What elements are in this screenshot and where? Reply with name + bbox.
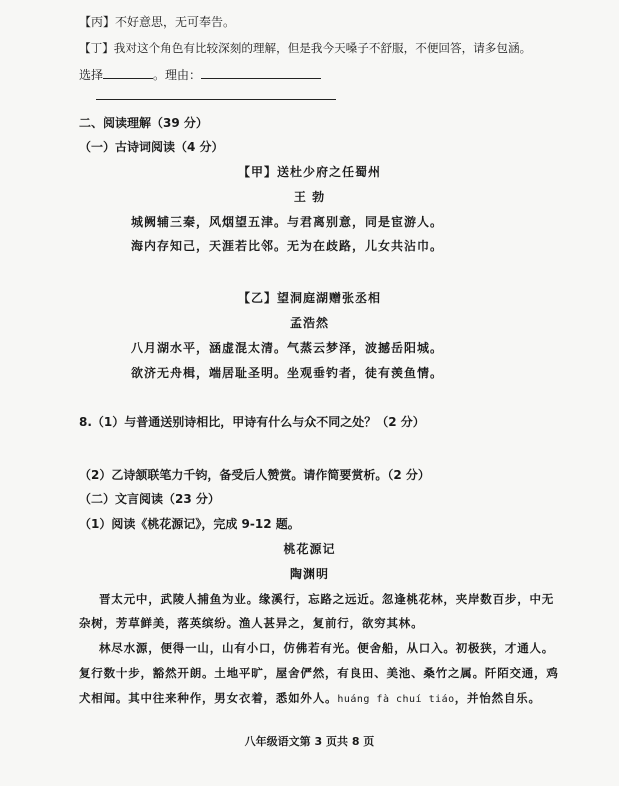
prose-para1-line2: 杂树，芳草鲜美，落英缤纷。渔人甚异之，复前行，欲穷其林。 [79,616,424,630]
section-title: 二、阅读理解（39 分） [79,116,208,130]
pinyin-blank-text: huáng fà chuí tiáo [337,694,455,705]
poem-yi-line1: 八月湖水平，涵虚混太清。气蒸云梦泽，波撼岳阳城。 [131,341,444,355]
poem-jia-line2: 海内存知己，天涯若比邻。无为在歧路，儿女共沾巾。 [131,239,444,253]
prose-para2-line1: 林尽水源，便得一山，山有小口，仿佛若有光。便舍船，从口入。初极狭，才通人。 [99,641,555,655]
prose-para2-line2: 复行数十步，豁然开朗。土地平旷，屋舍俨然，有良田、美池、桑竹之属。阡陌交通，鸡 [79,666,559,680]
prose-author: 陶渊明 [289,567,329,581]
subsection-classical-title: （二）文言阅读（23 分） [79,492,220,506]
question-8-2: （2）乙诗颔联笔力千钧，备受后人赞赏。请作简要赏析。（2 分） [79,468,430,482]
choose-label: 选择 [79,68,104,82]
poem-jia-title: 【甲】送杜少府之任蜀州 [237,165,381,179]
poem-jia-author: 王 勃 [293,190,326,204]
subsection-poetry-title: （一）古诗词阅读（4 分） [79,140,224,154]
prose-para2-line3-part-a: 犬相闻。其中往来种作，男女衣着，悉如外人。 [79,691,338,705]
reason-label: 。理由： [153,68,202,82]
choice-blank[interactable] [103,66,153,79]
reason-blank[interactable] [201,66,321,79]
page-footer: 八年级语文第 3 页共 8 页 [244,735,375,748]
option-bing: 【丙】不好意思，无可奉告。 [79,15,236,29]
poem-jia-line1: 城阙辅三秦，风烟望五津。与君离别意，同是宦游人。 [131,215,444,229]
prose-para1-line1: 晋太元中，武陵人捕鱼为业。缘溪行，忘路之远近。忽逢桃花林，夹岸数百步，中无 [99,592,555,606]
reason-blank-line2[interactable] [96,99,336,100]
question-8-1: 8.（1）与普通送别诗相比，甲诗有什么与众不同之处？（2 分） [79,415,425,429]
prose-title: 桃花源记 [283,542,336,556]
answer-line [79,66,321,83]
prose-para2-line3 [79,690,541,708]
poem-yi-title: 【乙】望洞庭湖赠张丞相 [237,291,381,305]
prose-para2-line3-part-b: ，并怡然自乐。 [454,691,541,705]
option-ding: 【丁】我对这个角色有比较深刻的理解，但是我今天嗓子不舒服，不便回答，请多包涵。 [79,41,532,55]
reading-instruction: （1）阅读《桃花源记》，完成 9-12 题。 [79,517,300,531]
poem-yi-author: 孟浩然 [289,316,329,330]
poem-yi-line2: 欲济无舟楫，端居耻圣明。坐观垂钓者，徒有羡鱼情。 [131,366,444,380]
